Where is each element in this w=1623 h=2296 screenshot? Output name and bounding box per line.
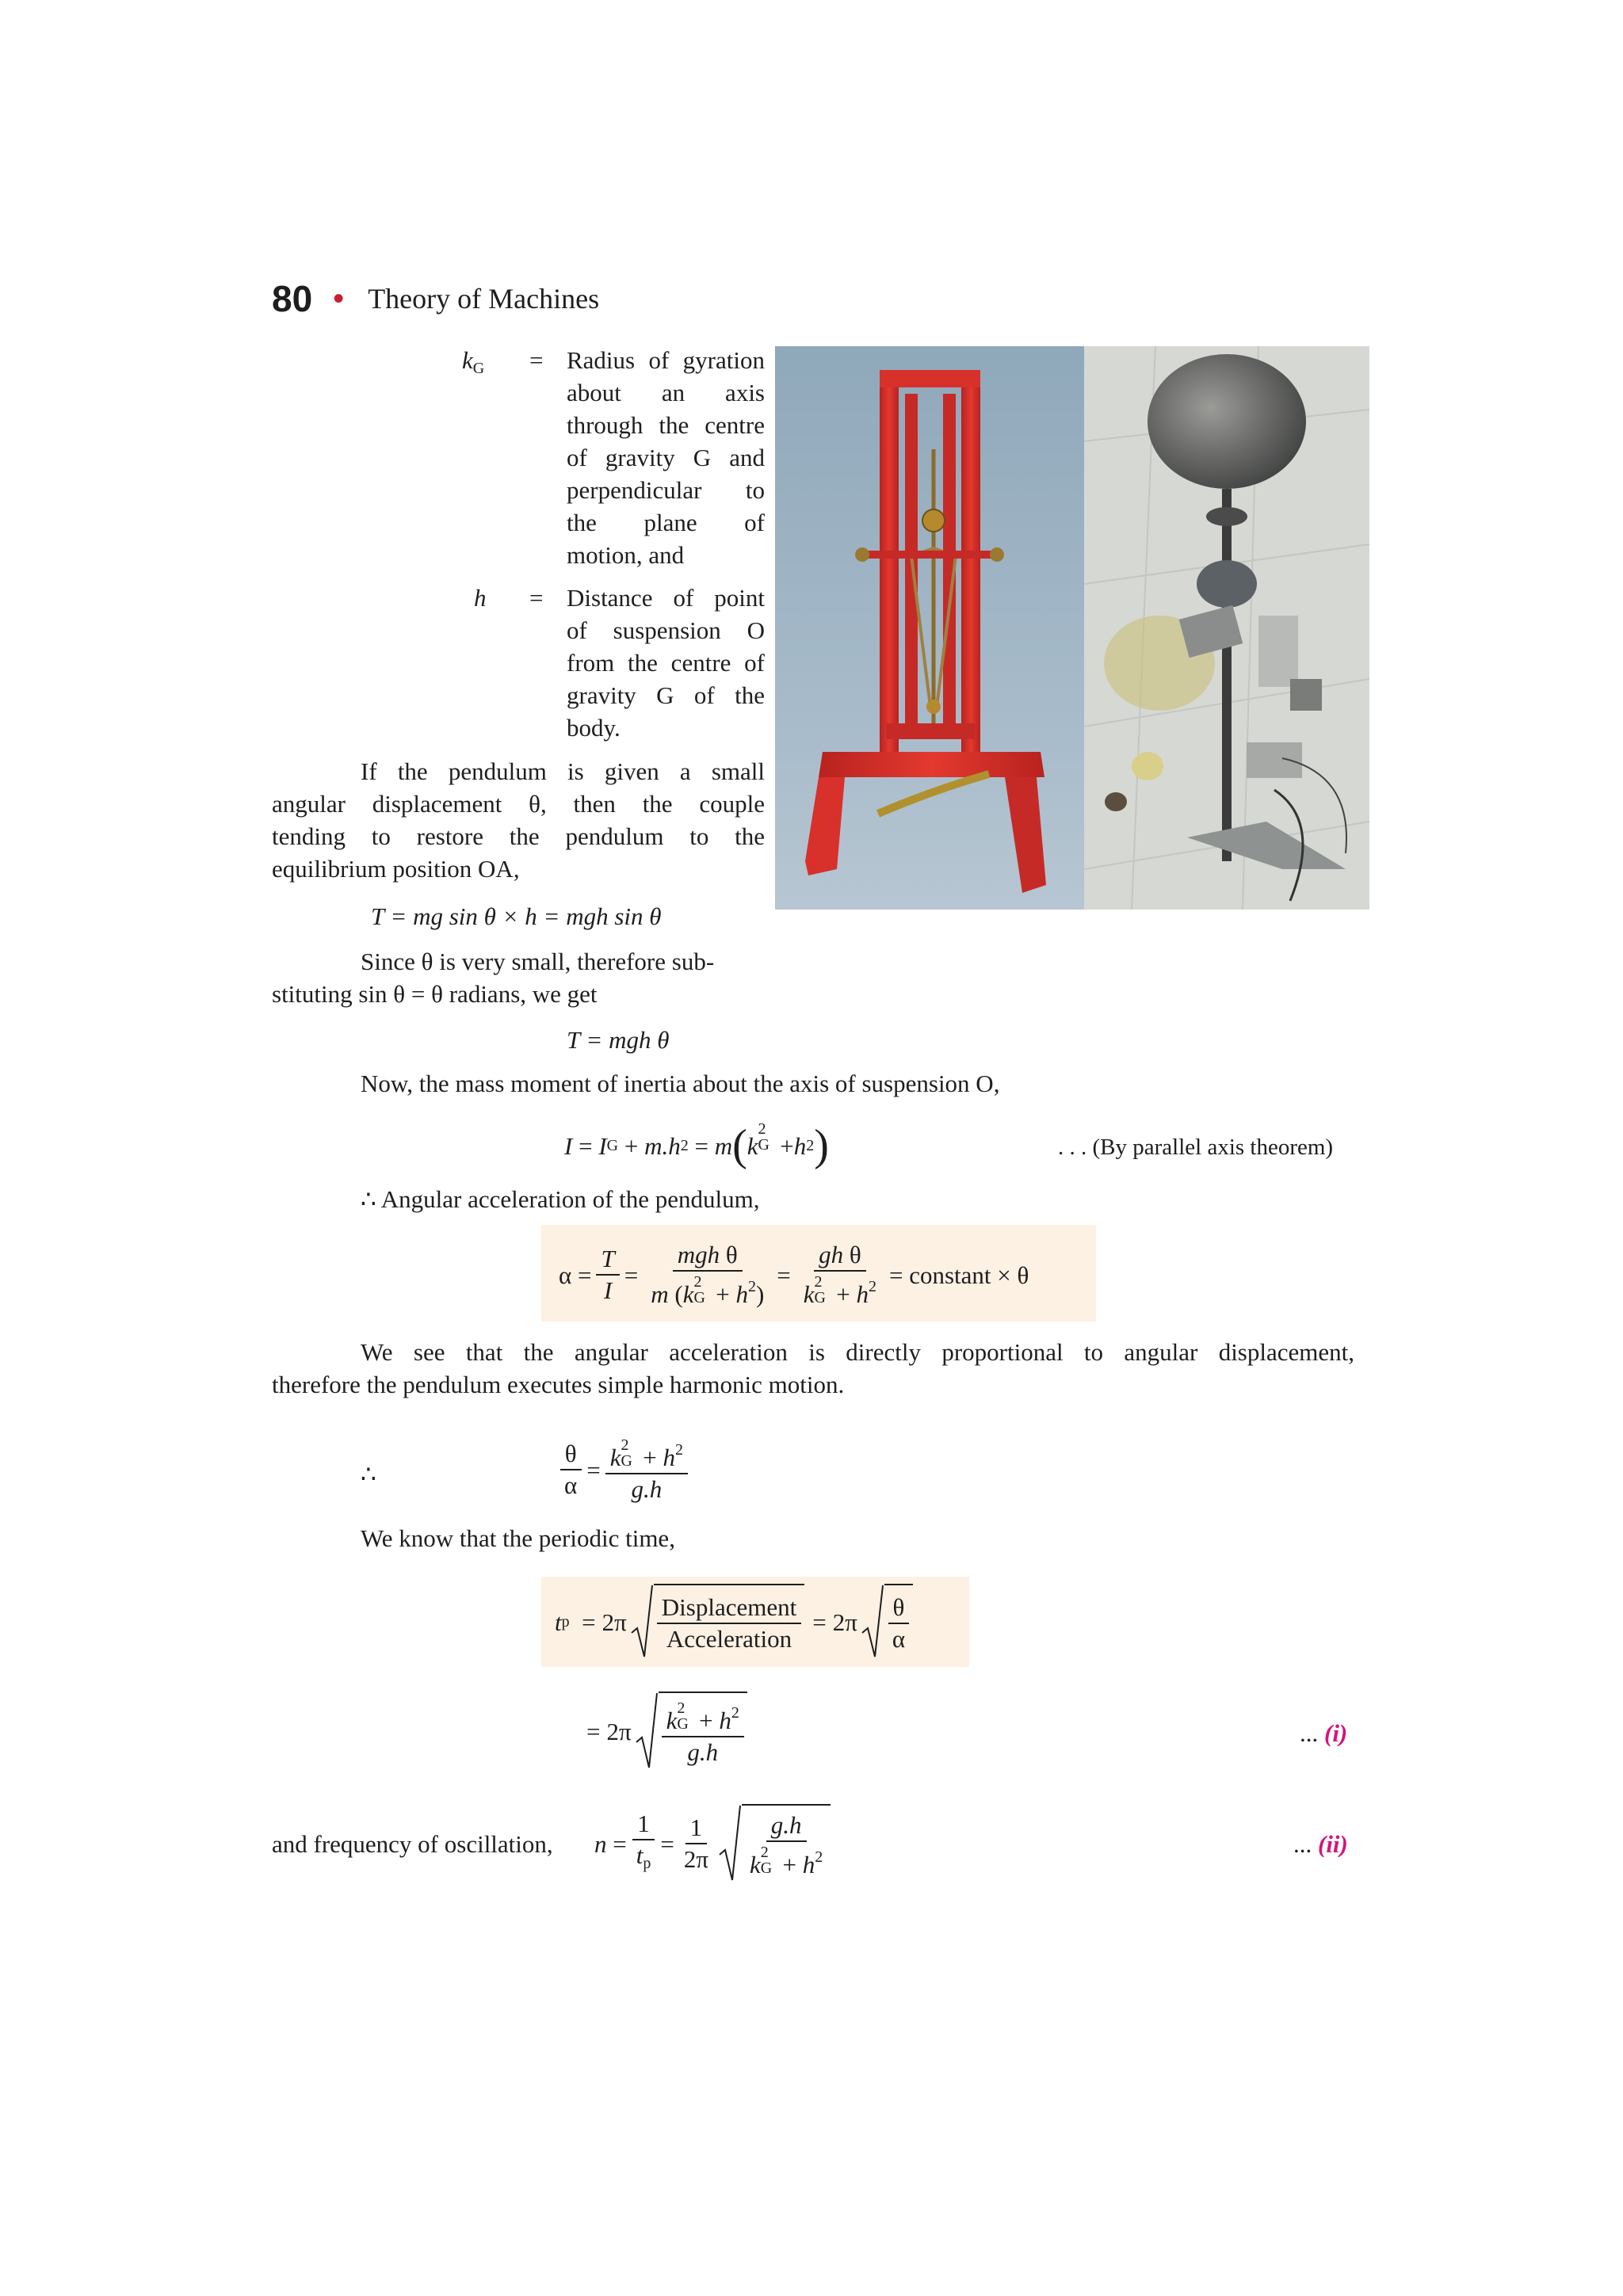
equation-theta-alpha: $\frac{\theta}{\alpha}$ = k 2 G + $h^2$ g.h: [555, 1426, 693, 1513]
page-number: 80: [272, 277, 313, 319]
equation-torque-small: T = mgh θ: [567, 1026, 670, 1054]
equation-frequency: n = $\frac{1}{t_p}$ = $\frac{1}{2\pi}$ g.h k 2 G + $h^2$: [594, 1800, 831, 1887]
apparatus-photo: [1084, 346, 1369, 910]
equation-label-ii: ... (ii): [1293, 1830, 1348, 1858]
parallel-axis-note: . . . (By parallel axis theorem): [1058, 1135, 1334, 1160]
alpha-constant: = constant × θ: [889, 1261, 1029, 1289]
definition-text: Radius of gyration about an axis through the centre of gravity G and perpendicular to the plane of motion, and: [567, 346, 765, 569]
therefore-symbol: ∴: [361, 1460, 376, 1488]
definition-symbol: $k_G$: [462, 346, 485, 377]
equation-moment-of-inertia: I = I G + m.h 2 = m ( k 2 G + h 2 ): [564, 1120, 829, 1170]
equation-periodic-time-result: = 2π k 2 G + $h^2$ g.h: [586, 1688, 747, 1775]
definition-equals: =: [529, 346, 544, 374]
equation-alpha: α = $\frac{T}{I}$ = mgh θ m (k 2 G + $h^2$) = gh θ k 2 G + $h^2$ = constant × θ: [559, 1241, 1029, 1308]
paragraph-periodic-time: We know that the periodic time,: [361, 1524, 675, 1552]
equation-label-i: ... (i): [1300, 1719, 1348, 1747]
equation-periodic-time: t p = 2π $\frac{\text{Displacement}}{\text{Acceleration}}$ = 2π $\frac{\theta}{\alpha}$: [555, 1578, 913, 1665]
page-header: [272, 279, 599, 318]
definition-h: [272, 582, 765, 748]
paragraph-angular-acceleration: ∴ Angular acceleration of the pendulum,: [361, 1185, 760, 1213]
definition-kg: [272, 344, 765, 574]
pendulum-figure: [775, 346, 1369, 910]
acceleration-label: Acceleration: [666, 1625, 792, 1653]
definition-equals: =: [529, 584, 544, 612]
definition-symbol: h: [474, 584, 487, 612]
compound-pendulum-photo: [775, 346, 1084, 910]
paragraph-small-angle: Since θ is very small, therefore sub- stituting sin θ = θ radians, we get: [272, 948, 715, 1008]
book-title: Theory of Machines: [368, 282, 600, 315]
equation-torque: T = mg sin θ × h = mgh sin θ: [371, 902, 662, 930]
header-bullet: •: [333, 280, 345, 316]
paragraph-couple: If the pendulum is given a small angular displacement θ, then the couple tending to restore the pendulum to the equilibrium position OA,: [272, 757, 765, 883]
paragraph-shm: We see that the angular acceleration is directly proportional to angular displacement, therefore the pendulum executes simple harmonic motion.: [272, 1338, 1354, 1398]
displacement-label: Displacement: [657, 1592, 801, 1624]
paragraph-frequency: and frequency of oscillation,: [272, 1830, 553, 1858]
definition-text: Distance of point of suspension O from the centre of gravity G of the body.: [567, 584, 765, 742]
paragraph-moment-of-inertia: Now, the mass moment of inertia about the axis of suspension O,: [361, 1070, 1000, 1097]
